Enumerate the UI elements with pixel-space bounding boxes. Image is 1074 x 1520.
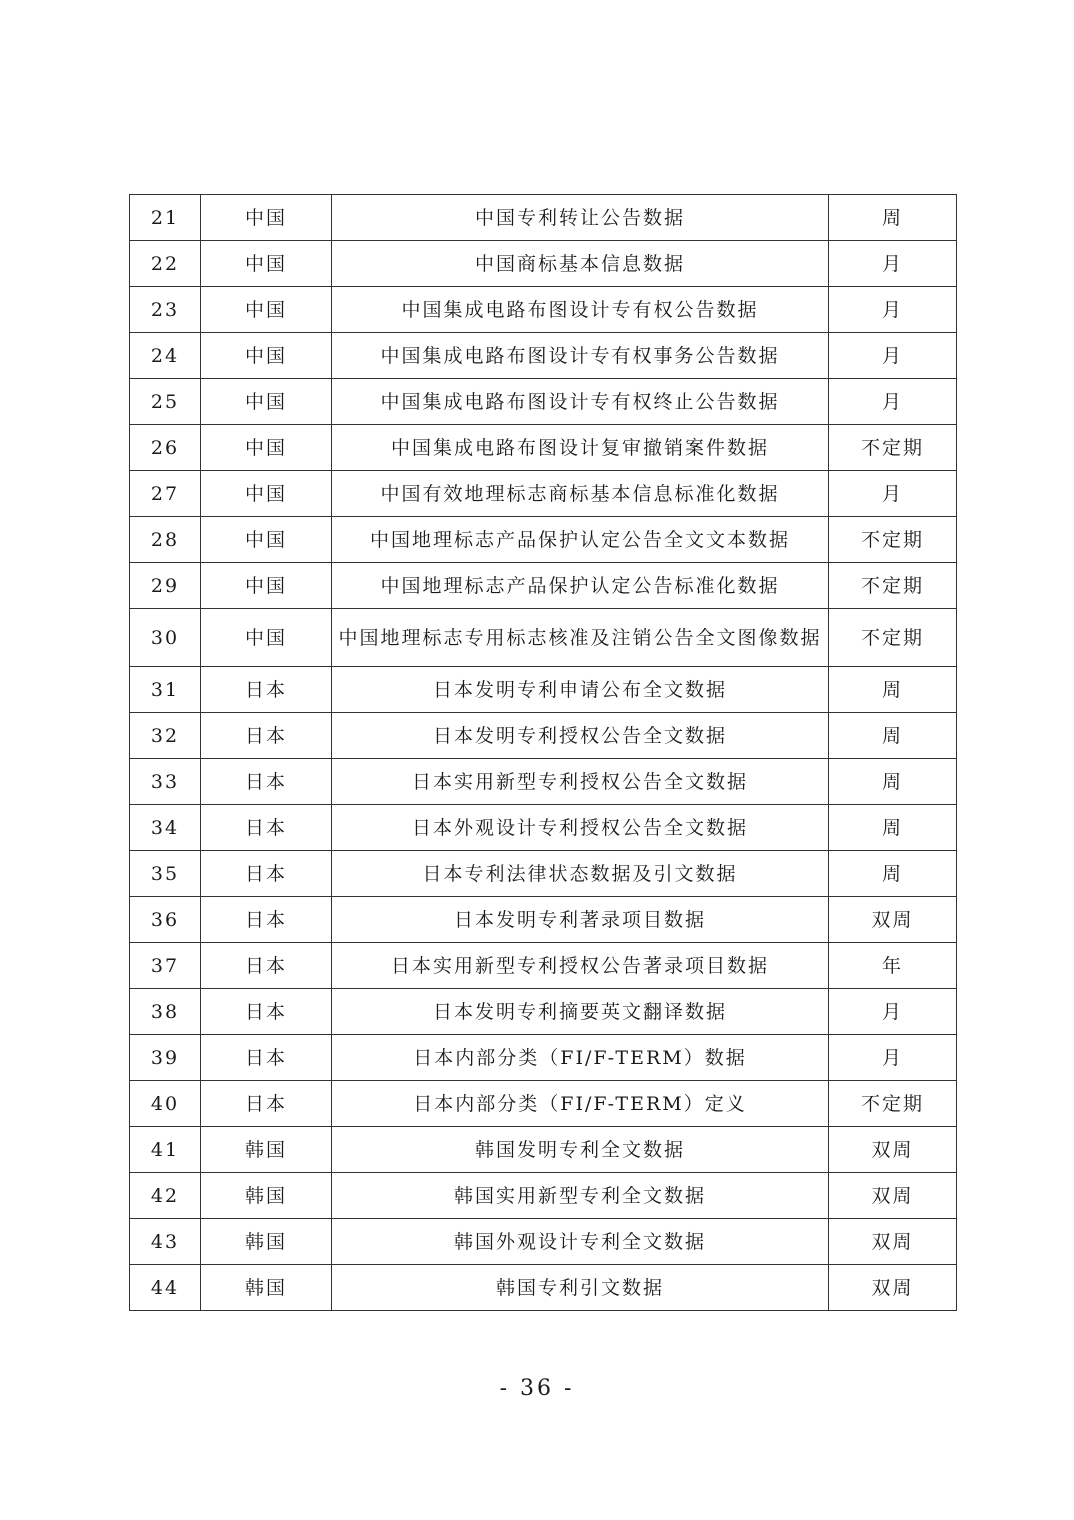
table-row xyxy=(130,1219,957,1265)
table-row xyxy=(130,1173,957,1219)
row-country: 中国 xyxy=(201,517,332,563)
row-country: 日本 xyxy=(201,805,332,851)
row-country: 日本 xyxy=(201,1035,332,1081)
row-number: 44 xyxy=(130,1265,201,1311)
row-country: 韩国 xyxy=(201,1173,332,1219)
row-frequency: 月 xyxy=(829,1035,957,1081)
row-frequency: 年 xyxy=(829,943,957,989)
row-data-name: 日本实用新型专利授权公告全文数据 xyxy=(332,759,829,805)
table-row xyxy=(130,1127,957,1173)
row-country: 日本 xyxy=(201,759,332,805)
row-country: 中国 xyxy=(201,425,332,471)
row-frequency: 月 xyxy=(829,287,957,333)
row-number: 40 xyxy=(130,1081,201,1127)
row-frequency: 周 xyxy=(829,851,957,897)
row-frequency: 不定期 xyxy=(829,425,957,471)
row-country: 中国 xyxy=(201,287,332,333)
table-row xyxy=(130,517,957,563)
row-frequency: 不定期 xyxy=(829,609,957,667)
row-data-name: 日本发明专利著录项目数据 xyxy=(332,897,829,943)
row-data-name: 日本专利法律状态数据及引文数据 xyxy=(332,851,829,897)
row-frequency: 月 xyxy=(829,333,957,379)
row-number: 26 xyxy=(130,425,201,471)
table-row xyxy=(130,287,957,333)
row-frequency: 月 xyxy=(829,471,957,517)
table-row xyxy=(130,425,957,471)
row-number: 31 xyxy=(130,667,201,713)
row-data-name: 日本内部分类（FI/F-TERM）定义 xyxy=(332,1081,829,1127)
table-row xyxy=(130,897,957,943)
row-number: 28 xyxy=(130,517,201,563)
table-row xyxy=(130,713,957,759)
row-data-name: 中国集成电路布图设计复审撤销案件数据 xyxy=(332,425,829,471)
row-number: 43 xyxy=(130,1219,201,1265)
table-row xyxy=(130,667,957,713)
page-number: - 36 - xyxy=(499,1376,575,1401)
row-data-name: 日本发明专利摘要英文翻译数据 xyxy=(332,989,829,1035)
row-country: 中国 xyxy=(201,609,332,667)
row-frequency: 月 xyxy=(829,241,957,287)
row-country: 日本 xyxy=(201,851,332,897)
row-number: 33 xyxy=(130,759,201,805)
row-country: 中国 xyxy=(201,563,332,609)
table-row xyxy=(130,471,957,517)
row-data-name: 中国商标基本信息数据 xyxy=(332,241,829,287)
data-resource-table xyxy=(129,194,957,1311)
row-frequency: 周 xyxy=(829,195,957,241)
row-frequency: 周 xyxy=(829,713,957,759)
row-data-name: 日本外观设计专利授权公告全文数据 xyxy=(332,805,829,851)
row-country: 日本 xyxy=(201,667,332,713)
row-data-name: 中国地理标志专用标志核准及注销公告全文图像数据 xyxy=(332,609,829,667)
row-country: 中国 xyxy=(201,379,332,425)
table-row xyxy=(130,333,957,379)
row-frequency: 周 xyxy=(829,759,957,805)
row-data-name: 韩国实用新型专利全文数据 xyxy=(332,1173,829,1219)
table-row xyxy=(130,563,957,609)
row-number: 42 xyxy=(130,1173,201,1219)
table-row xyxy=(130,989,957,1035)
row-frequency: 双周 xyxy=(829,1127,957,1173)
row-country: 中国 xyxy=(201,241,332,287)
row-data-name: 中国集成电路布图设计专有权事务公告数据 xyxy=(332,333,829,379)
row-number: 21 xyxy=(130,195,201,241)
row-data-name: 韩国发明专利全文数据 xyxy=(332,1127,829,1173)
row-number: 25 xyxy=(130,379,201,425)
row-data-name: 中国专利转让公告数据 xyxy=(332,195,829,241)
row-number: 34 xyxy=(130,805,201,851)
table-row xyxy=(130,241,957,287)
row-country: 中国 xyxy=(201,471,332,517)
row-data-name: 中国集成电路布图设计专有权公告数据 xyxy=(332,287,829,333)
row-number: 22 xyxy=(130,241,201,287)
row-frequency: 不定期 xyxy=(829,1081,957,1127)
row-frequency: 月 xyxy=(829,989,957,1035)
table-row xyxy=(130,805,957,851)
table-row xyxy=(130,1265,957,1311)
table-row xyxy=(130,759,957,805)
row-number: 27 xyxy=(130,471,201,517)
row-country: 韩国 xyxy=(201,1127,332,1173)
row-frequency: 不定期 xyxy=(829,563,957,609)
table-row xyxy=(130,609,957,667)
row-number: 38 xyxy=(130,989,201,1035)
row-country: 日本 xyxy=(201,989,332,1035)
row-data-name: 日本实用新型专利授权公告著录项目数据 xyxy=(332,943,829,989)
table-row xyxy=(130,379,957,425)
row-frequency: 双周 xyxy=(829,897,957,943)
row-number: 32 xyxy=(130,713,201,759)
row-data-name: 中国地理标志产品保护认定公告全文文本数据 xyxy=(332,517,829,563)
row-country: 日本 xyxy=(201,897,332,943)
row-number: 29 xyxy=(130,563,201,609)
row-frequency: 双周 xyxy=(829,1265,957,1311)
row-frequency: 双周 xyxy=(829,1173,957,1219)
row-data-name: 日本内部分类（FI/F-TERM）数据 xyxy=(332,1035,829,1081)
table-row xyxy=(130,943,957,989)
row-frequency: 周 xyxy=(829,667,957,713)
table-body xyxy=(130,195,957,1311)
row-number: 36 xyxy=(130,897,201,943)
row-data-name: 韩国外观设计专利全文数据 xyxy=(332,1219,829,1265)
row-number: 35 xyxy=(130,851,201,897)
row-country: 日本 xyxy=(201,713,332,759)
row-country: 韩国 xyxy=(201,1265,332,1311)
table-row xyxy=(130,851,957,897)
row-country: 中国 xyxy=(201,195,332,241)
row-data-name: 中国地理标志产品保护认定公告标准化数据 xyxy=(332,563,829,609)
row-data-name: 日本发明专利授权公告全文数据 xyxy=(332,713,829,759)
table-row xyxy=(130,195,957,241)
row-frequency: 月 xyxy=(829,379,957,425)
row-country: 韩国 xyxy=(201,1219,332,1265)
row-number: 23 xyxy=(130,287,201,333)
row-frequency: 不定期 xyxy=(829,517,957,563)
table-row xyxy=(130,1035,957,1081)
row-frequency: 周 xyxy=(829,805,957,851)
row-number: 37 xyxy=(130,943,201,989)
row-country: 中国 xyxy=(201,333,332,379)
row-data-name: 中国有效地理标志商标基本信息标准化数据 xyxy=(332,471,829,517)
row-data-name: 韩国专利引文数据 xyxy=(332,1265,829,1311)
row-number: 39 xyxy=(130,1035,201,1081)
row-data-name: 日本发明专利申请公布全文数据 xyxy=(332,667,829,713)
row-number: 30 xyxy=(130,609,201,667)
row-number: 41 xyxy=(130,1127,201,1173)
row-number: 24 xyxy=(130,333,201,379)
row-country: 日本 xyxy=(201,943,332,989)
row-frequency: 双周 xyxy=(829,1219,957,1265)
table-row xyxy=(130,1081,957,1127)
row-data-name: 中国集成电路布图设计专有权终止公告数据 xyxy=(332,379,829,425)
row-country: 日本 xyxy=(201,1081,332,1127)
